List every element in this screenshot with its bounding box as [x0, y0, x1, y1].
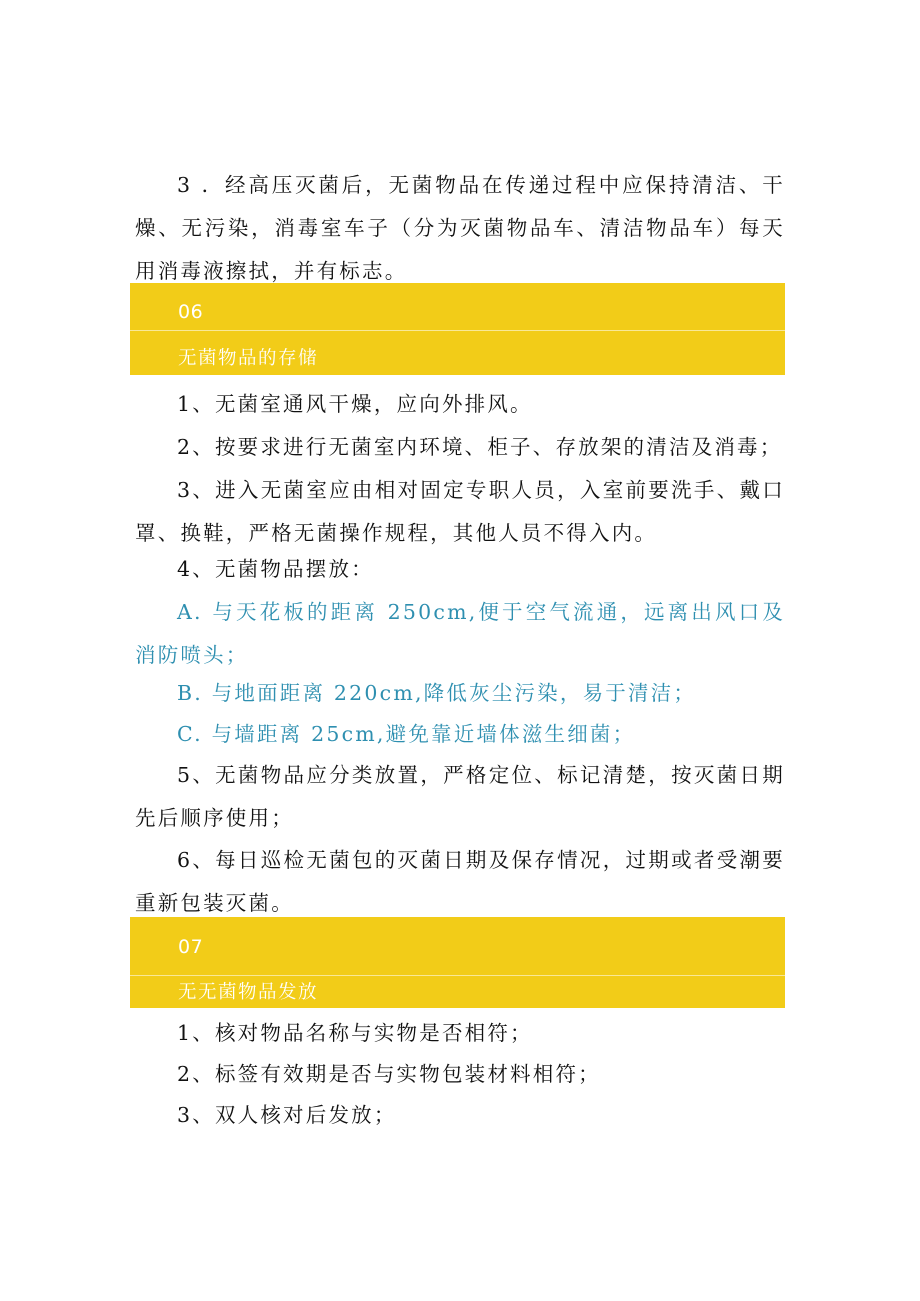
section-06-item-3: 3、进入无菌室应由相对固定专职人员，入室前要洗手、戴口罩、换鞋，严格无菌操作规程，其他人员不得入内。 — [135, 478, 785, 545]
storage-rule-b: B. 与地面距离 220cm,降低灰尘污染，易于清洁； — [177, 681, 697, 705]
section-06-item-4: 4、无菌物品摆放： — [177, 557, 374, 581]
section-06-number: 06 — [178, 301, 204, 323]
storage-rule-a: A. 与天花板的距离 250cm,便于空气流通，远离出风口及消防喷头； — [135, 600, 785, 667]
section-07-divider — [130, 975, 785, 976]
section-07-item-3: 3、双人核对后发放； — [177, 1103, 397, 1127]
section-06-item-6: 6、每日巡检无菌包的灭菌日期及保存情况，过期或者受潮要重新包装灭菌。 — [135, 848, 785, 915]
section-07-number: 07 — [178, 936, 204, 958]
section-07-title: 无无菌物品发放 — [178, 982, 319, 1003]
section-06-item-5: 5、无菌物品应分类放置，严格定位、标记清楚，按灭菌日期先后顺序使用； — [135, 763, 785, 830]
section-06-divider — [130, 330, 785, 331]
section-06-banner — [130, 283, 785, 375]
section-06-item-1: 1、无菌室通风干燥，应向外排风。 — [177, 392, 533, 416]
section-07-item-1: 1、核对物品名称与实物是否相符； — [177, 1021, 533, 1045]
storage-rule-c: C. 与墙距离 25cm,避免靠近墙体滋生细菌； — [177, 722, 636, 746]
section-06-title: 无菌物品的存储 — [178, 348, 319, 369]
section-07-item-2: 2、标签有效期是否与实物包装材料相符； — [177, 1062, 601, 1086]
section-07-banner — [130, 917, 785, 1008]
paragraph-intro-3: 3 ．经高压灭菌后，无菌物品在传递过程中应保持清洁、干燥、无污染，消毒室车子（分为灭菌物品车、清洁物品车）每天用消毒液擦拭，并有标志。 — [135, 173, 785, 283]
section-06-item-2: 2、按要求进行无菌室内环境、柜子、存放架的清洁及消毒； — [177, 435, 783, 459]
